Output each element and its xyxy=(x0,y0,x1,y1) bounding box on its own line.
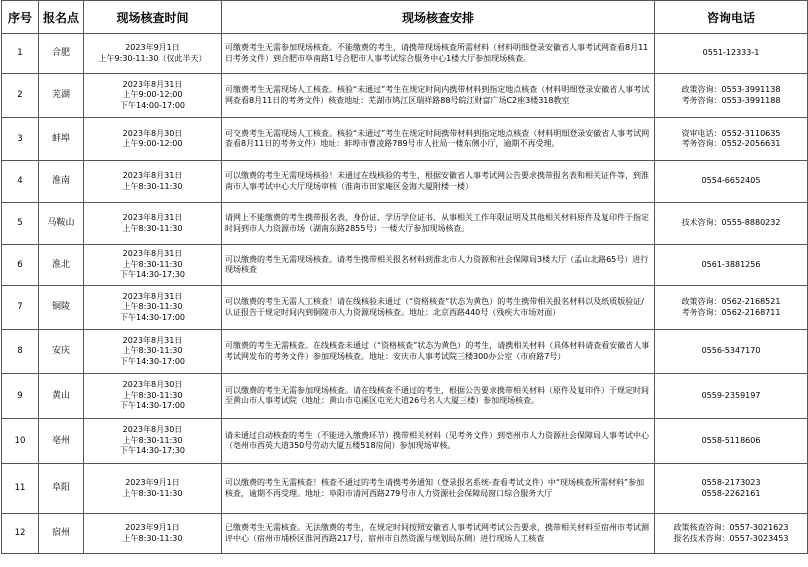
header-arrange: 现场核查安排 xyxy=(222,1,655,34)
row-time: 2023年9月1日 上午9:30-11:30（仅此半天） xyxy=(84,34,222,74)
row-no: 11 xyxy=(2,464,39,514)
header-site: 报名点 xyxy=(39,1,84,34)
row-no: 2 xyxy=(2,74,39,118)
row-no: 4 xyxy=(2,161,39,203)
row-time: 2023年8月31日 上午9:00-12:00 下午14:00-17:00 xyxy=(84,74,222,118)
row-time: 2023年8月31日 上午8:30-11:30 xyxy=(84,203,222,245)
row-phone: 0559-2359197 xyxy=(655,374,808,419)
row-phone: 政策咨询：0562-2168521 考务咨询：0562-2168711 xyxy=(655,286,808,330)
row-site: 芜湖 xyxy=(39,74,84,118)
row-time: 2023年8月31日 上午8:30-11:30 下午14:30-17:00 xyxy=(84,286,222,330)
row-site: 宿州 xyxy=(39,514,84,554)
table-row xyxy=(2,161,808,203)
table-row xyxy=(2,74,808,118)
row-arrangement: 可缴费的考生无需核查。在线核查未通过（“资格核查”状态为黄色）的考生，请携相关材料（具体材料请查看安徽省人事考试网发布的考务文件）参加现场核查。地址：安庆市人事考试院三楼300办公室（市府路7号） xyxy=(222,330,655,374)
row-site: 铜陵 xyxy=(39,286,84,330)
table-row xyxy=(2,118,808,161)
row-arrangement: 可交费考生无需现场人工核查。核验“未通过”考生在规定时间携带材料到指定地点核查（材料明细登录安徽省人事考试网查看8月11日的考务文件）地址：蚌埠市曹凌路789号市人社局一楼东侧小厅，逾期不再受理。 xyxy=(222,118,655,161)
row-site: 黄山 xyxy=(39,374,84,419)
row-arrangement: 可以缴费的考生无需参加现场核查。请在线核查不通过的考生，根据公告要求携带相关材料（原件及复印件）于规定时间至黄山市人事考试院（地址：黄山市屯溪区屯光大道26号名人大厦三楼）参加现场核查。 xyxy=(222,374,655,419)
row-site: 马鞍山 xyxy=(39,203,84,245)
row-time: 2023年9月1日 上午8:30-11:30 xyxy=(84,464,222,514)
row-time: 2023年8月30日 上午9:00-12:00 xyxy=(84,118,222,161)
row-phone: 0558-5118606 xyxy=(655,419,808,464)
table-row xyxy=(2,514,808,554)
row-site: 亳州 xyxy=(39,419,84,464)
row-arrangement: 已缴费考生无需核查。无法缴费的考生，在规定时间按照安徽省人事考试网考试公告要求，携带相关材料至宿州市考试测评中心（宿州市埇桥区淮河西路217号，宿州市自然资源与规划局东侧）进行现场人工核查 xyxy=(222,514,655,554)
row-phone: 0554-6652405 xyxy=(655,161,808,203)
row-arrangement: 请未通过自动核查的考生（不能进入缴费环节）携带相关材料（见考务文件）到亳州市人力资源社会保障局人事考试中心（亳州市西英大道350号劳动大厦五楼518房间）参加现场审核。 xyxy=(222,419,655,464)
row-time: 2023年9月1日 上午8:30-11:30 xyxy=(84,514,222,554)
row-no: 3 xyxy=(2,118,39,161)
header-no: 序号 xyxy=(2,1,39,34)
row-site: 淮北 xyxy=(39,245,84,286)
row-no: 1 xyxy=(2,34,39,74)
row-no: 12 xyxy=(2,514,39,554)
row-arrangement: 请网上不能缴费的考生携带报名表、身份证、学历学位证书、从事相关工作年限证明及其他相关材料原件及复印件于指定时间到市人力资源市场（湖南东路2855号）一楼大厅参加现场核查。 xyxy=(222,203,655,245)
row-time: 2023年8月31日 上午8:30-11:30 下午14:30-17:30 xyxy=(84,245,222,286)
row-arrangement: 可以缴费的考生无需现场核查。请考生携带相关报名材料到淮北市人力资源和社会保障局3楼大厅（孟山北路65号）进行现场核查 xyxy=(222,245,655,286)
header-time: 现场核查时间 xyxy=(84,1,222,34)
row-phone: 政策咨询：0553-3991138 考务咨询：0553-3991188 xyxy=(655,74,808,118)
row-phone: 0556-5347170 xyxy=(655,330,808,374)
row-time: 2023年8月30日 上午8:30-11:30 下午14:30-17:00 xyxy=(84,374,222,419)
row-no: 9 xyxy=(2,374,39,419)
row-site: 淮南 xyxy=(39,161,84,203)
row-arrangement: 可缴费考生无需参加现场核查。不能缴费的考生，请携带现场核查所需材料（材料明细登录安徽省人事考试网查看8月11日考务文件）到合肥市阜南路1号合肥市人事考试综合服务中心1楼大厅参加现场核查。 xyxy=(222,34,655,74)
table-row xyxy=(2,286,808,330)
row-site: 阜阳 xyxy=(39,464,84,514)
row-phone: 政策核查咨询：0557-3021623 报名技术咨询：0557-3023453 xyxy=(655,514,808,554)
row-site: 安庆 xyxy=(39,330,84,374)
header-phone: 咨询电话 xyxy=(655,1,808,34)
row-site: 蚌埠 xyxy=(39,118,84,161)
row-no: 7 xyxy=(2,286,39,330)
table-header-row xyxy=(2,1,808,34)
table-row xyxy=(2,419,808,464)
row-arrangement: 可缴费考生无需现场人工核查。核验“未通过”考生在规定时间内携带材料到指定地点核查（材料明细登录安徽省人事考试网查看8月11日的考务文件）核查地址：芜湖市鸠江区瑞祥路88号皖江财富广场C2座3楼318教室 xyxy=(222,74,655,118)
row-no: 5 xyxy=(2,203,39,245)
table-row xyxy=(2,245,808,286)
exam-verification-table xyxy=(1,0,808,554)
table-row xyxy=(2,203,808,245)
row-no: 8 xyxy=(2,330,39,374)
table-row xyxy=(2,330,808,374)
row-site: 合肥 xyxy=(39,34,84,74)
table-row xyxy=(2,374,808,419)
row-no: 10 xyxy=(2,419,39,464)
row-arrangement: 可以缴费的考生无需现场核验！未通过在线核验的考生，根据安徽省人事考试网公告要求携带报名表和相关证件等，到淮南市人事考试中心大厅现场审核（淮南市田家庵区金海大厦附楼一楼） xyxy=(222,161,655,203)
row-time: 2023年8月31日 上午8:30-11:30 下午14:30-17:00 xyxy=(84,330,222,374)
row-time: 2023年8月31日 上午8:30-11:30 xyxy=(84,161,222,203)
table-row xyxy=(2,34,808,74)
row-no: 6 xyxy=(2,245,39,286)
row-phone: 0551-12333-1 xyxy=(655,34,808,74)
row-arrangement: 可以缴费的考生无需核查！核查不通过的考生请携考务通知（登录报名系统-查看考试文件）中“现场核查所需材料”参加核查，逾期不再受理。地址：阜阳市清河西路279号市人力资源社会保障局窗口综合服务大厅 xyxy=(222,464,655,514)
row-phone: 资审电话：0552-3110635 考务咨询：0552-2056631 xyxy=(655,118,808,161)
row-phone: 0561-3881256 xyxy=(655,245,808,286)
row-phone: 技术咨询：0555-8880232 xyxy=(655,203,808,245)
row-time: 2023年8月30日 上午8:30-11:30 下午14:30-17:30 xyxy=(84,419,222,464)
row-phone: 0558-2173023 0558-2262161 xyxy=(655,464,808,514)
row-arrangement: 可以缴费的考生无需人工核查！请在线核验未通过（“资格核查”状态为黄色）的考生携带相关报名材料以及纸质版验证/认证报告于规定时间内到铜陵市人力资源现场核查。地址：北京西路440号（残疾大市场对面） xyxy=(222,286,655,330)
table-row xyxy=(2,464,808,514)
